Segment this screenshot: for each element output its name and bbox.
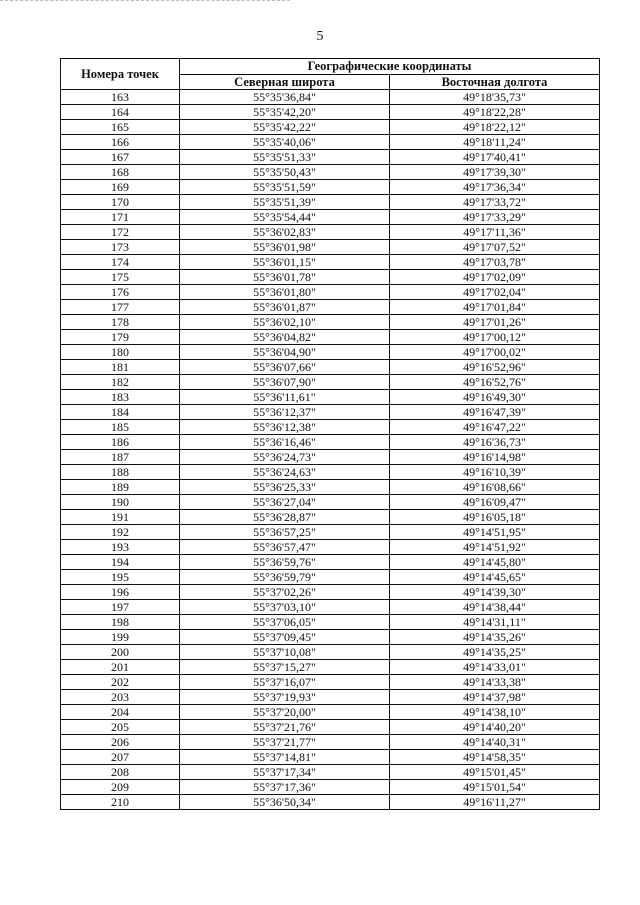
point-number-cell: 193: [61, 540, 180, 555]
latitude-cell: 55°36'50,34": [180, 795, 390, 810]
coordinates-table: [60, 58, 600, 810]
page-number: 5: [316, 29, 324, 44]
latitude-cell: 55°36'24,63": [180, 465, 390, 480]
latitude-cell: 55°35'51,33": [180, 150, 390, 165]
latitude-cell: 55°36'11,61": [180, 390, 390, 405]
point-number-cell: 182: [61, 375, 180, 390]
longitude-cell: 49°14'58,35": [390, 750, 600, 765]
table-row: [61, 105, 600, 120]
table-row: [61, 330, 600, 345]
point-number-cell: 165: [61, 120, 180, 135]
longitude-cell: 49°14'35,25": [390, 645, 600, 660]
table-row: [61, 480, 600, 495]
table-row: [61, 435, 600, 450]
point-number-cell: 204: [61, 705, 180, 720]
longitude-cell: 49°14'51,95": [390, 525, 600, 540]
point-number-cell: 167: [61, 150, 180, 165]
latitude-cell: 55°37'10,08": [180, 645, 390, 660]
point-number-cell: 181: [61, 360, 180, 375]
point-number-cell: 166: [61, 135, 180, 150]
point-number-cell: 203: [61, 690, 180, 705]
point-number-cell: 184: [61, 405, 180, 420]
point-number-cell: 207: [61, 750, 180, 765]
latitude-cell: 55°36'57,47": [180, 540, 390, 555]
longitude-cell: 49°17'00,12": [390, 330, 600, 345]
longitude-cell: 49°16'47,39": [390, 405, 600, 420]
longitude-cell: 49°18'35,73": [390, 90, 600, 105]
point-number-cell: 168: [61, 165, 180, 180]
table-row: [61, 450, 600, 465]
table-row: [61, 750, 600, 765]
header-latitude: Северная широта: [180, 74, 390, 90]
latitude-cell: 55°36'59,76": [180, 555, 390, 570]
table-body: [61, 90, 600, 810]
latitude-cell: 55°36'01,15": [180, 255, 390, 270]
longitude-cell: 49°14'39,30": [390, 585, 600, 600]
table-row: [61, 210, 600, 225]
table-row: [61, 720, 600, 735]
table-row: [61, 255, 600, 270]
longitude-cell: 49°17'39,30": [390, 165, 600, 180]
table-row: [61, 675, 600, 690]
point-number-cell: 177: [61, 300, 180, 315]
table-row: [61, 165, 600, 180]
table-row: [61, 795, 600, 810]
latitude-cell: 55°35'36,84": [180, 90, 390, 105]
latitude-cell: 55°36'12,37": [180, 405, 390, 420]
point-number-cell: 192: [61, 525, 180, 540]
table-row: [61, 555, 600, 570]
point-number-cell: 171: [61, 210, 180, 225]
point-number-cell: 175: [61, 270, 180, 285]
latitude-cell: 55°36'24,73": [180, 450, 390, 465]
table-row: [61, 540, 600, 555]
table-row: [61, 405, 600, 420]
latitude-cell: 55°35'51,39": [180, 195, 390, 210]
latitude-cell: 55°37'09,45": [180, 630, 390, 645]
latitude-cell: 55°35'42,22": [180, 120, 390, 135]
table-row: [61, 600, 600, 615]
point-number-cell: 185: [61, 420, 180, 435]
top-divider: [0, 0, 290, 2]
table-row: [61, 690, 600, 705]
point-number-cell: 195: [61, 570, 180, 585]
longitude-cell: 49°16'09,47": [390, 495, 600, 510]
longitude-cell: 49°18'22,28": [390, 105, 600, 120]
latitude-cell: 55°36'16,46": [180, 435, 390, 450]
point-number-cell: 178: [61, 315, 180, 330]
latitude-cell: 55°37'02,26": [180, 585, 390, 600]
point-number-cell: 176: [61, 285, 180, 300]
table-row: [61, 615, 600, 630]
longitude-cell: 49°14'40,31": [390, 735, 600, 750]
latitude-cell: 55°35'50,43": [180, 165, 390, 180]
longitude-cell: 49°18'11,24": [390, 135, 600, 150]
longitude-cell: 49°14'40,20": [390, 720, 600, 735]
longitude-cell: 49°17'02,09": [390, 270, 600, 285]
table-row: [61, 135, 600, 150]
table-row: [61, 735, 600, 750]
table-row: [61, 270, 600, 285]
longitude-cell: 49°15'01,45": [390, 765, 600, 780]
latitude-cell: 55°36'07,66": [180, 360, 390, 375]
longitude-cell: 49°17'01,26": [390, 315, 600, 330]
point-number-cell: 209: [61, 780, 180, 795]
point-number-cell: 197: [61, 600, 180, 615]
longitude-cell: 49°14'38,10": [390, 705, 600, 720]
latitude-cell: 55°36'04,82": [180, 330, 390, 345]
latitude-cell: 55°37'15,27": [180, 660, 390, 675]
longitude-cell: 49°14'37,98": [390, 690, 600, 705]
table-row: [61, 300, 600, 315]
longitude-cell: 49°14'33,01": [390, 660, 600, 675]
table-row: [61, 180, 600, 195]
table-row: [61, 570, 600, 585]
latitude-cell: 55°36'59,79": [180, 570, 390, 585]
longitude-cell: 49°17'03,78": [390, 255, 600, 270]
longitude-cell: 49°16'14,98": [390, 450, 600, 465]
table-row: [61, 285, 600, 300]
table-row: [61, 660, 600, 675]
longitude-cell: 49°16'52,76": [390, 375, 600, 390]
point-number-cell: 205: [61, 720, 180, 735]
table-row: [61, 390, 600, 405]
latitude-cell: 55°37'14,81": [180, 750, 390, 765]
latitude-cell: 55°37'19,93": [180, 690, 390, 705]
longitude-cell: 49°16'36,73": [390, 435, 600, 450]
longitude-cell: 49°16'08,66": [390, 480, 600, 495]
latitude-cell: 55°37'20,00": [180, 705, 390, 720]
table-row: [61, 90, 600, 105]
table-row: [61, 240, 600, 255]
latitude-cell: 55°36'01,98": [180, 240, 390, 255]
table-row: [61, 585, 600, 600]
latitude-cell: 55°36'27,04": [180, 495, 390, 510]
point-number-cell: 202: [61, 675, 180, 690]
longitude-cell: 49°17'00,02": [390, 345, 600, 360]
point-number-cell: 194: [61, 555, 180, 570]
table-row: [61, 420, 600, 435]
table-row: [61, 495, 600, 510]
point-number-cell: 170: [61, 195, 180, 210]
longitude-cell: 49°14'35,26": [390, 630, 600, 645]
latitude-cell: 55°36'57,25": [180, 525, 390, 540]
longitude-cell: 49°17'01,84": [390, 300, 600, 315]
table-row: [61, 525, 600, 540]
longitude-cell: 49°17'07,52": [390, 240, 600, 255]
table-row: [61, 225, 600, 240]
longitude-cell: 49°14'31,11": [390, 615, 600, 630]
latitude-cell: 55°37'03,10": [180, 600, 390, 615]
point-number-cell: 190: [61, 495, 180, 510]
latitude-cell: 55°35'40,06": [180, 135, 390, 150]
point-number-cell: 173: [61, 240, 180, 255]
point-number-cell: 208: [61, 765, 180, 780]
point-number-cell: 188: [61, 465, 180, 480]
point-number-cell: 206: [61, 735, 180, 750]
table-row: [61, 345, 600, 360]
point-number-cell: 179: [61, 330, 180, 345]
longitude-cell: 49°17'02,04": [390, 285, 600, 300]
longitude-cell: 49°15'01,54": [390, 780, 600, 795]
longitude-cell: 49°14'45,80": [390, 555, 600, 570]
point-number-cell: 187: [61, 450, 180, 465]
point-number-cell: 196: [61, 585, 180, 600]
point-number-cell: 210: [61, 795, 180, 810]
longitude-cell: 49°16'11,27": [390, 795, 600, 810]
latitude-cell: 55°36'04,90": [180, 345, 390, 360]
longitude-cell: 49°18'22,12": [390, 120, 600, 135]
longitude-cell: 49°17'11,36": [390, 225, 600, 240]
point-number-cell: 164: [61, 105, 180, 120]
latitude-cell: 55°36'02,83": [180, 225, 390, 240]
point-number-cell: 189: [61, 480, 180, 495]
point-number-cell: 169: [61, 180, 180, 195]
table-row: [61, 705, 600, 720]
header-points: Номера точек: [61, 59, 180, 90]
longitude-cell: 49°14'51,92": [390, 540, 600, 555]
point-number-cell: 183: [61, 390, 180, 405]
longitude-cell: 49°17'40,41": [390, 150, 600, 165]
latitude-cell: 55°36'01,80": [180, 285, 390, 300]
table-row: [61, 375, 600, 390]
table-header: [61, 59, 600, 90]
latitude-cell: 55°36'02,10": [180, 315, 390, 330]
latitude-cell: 55°37'21,76": [180, 720, 390, 735]
point-number-cell: 199: [61, 630, 180, 645]
latitude-cell: 55°37'21,77": [180, 735, 390, 750]
latitude-cell: 55°35'54,44": [180, 210, 390, 225]
point-number-cell: 174: [61, 255, 180, 270]
latitude-cell: 55°37'17,36": [180, 780, 390, 795]
point-number-cell: 180: [61, 345, 180, 360]
header-geo-coordinates: Географические координаты: [180, 59, 600, 75]
table-row: [61, 360, 600, 375]
longitude-cell: 49°16'10,39": [390, 465, 600, 480]
table-row: [61, 195, 600, 210]
point-number-cell: 200: [61, 645, 180, 660]
latitude-cell: 55°37'06,05": [180, 615, 390, 630]
table-row: [61, 765, 600, 780]
longitude-cell: 49°14'45,65": [390, 570, 600, 585]
latitude-cell: 55°36'01,87": [180, 300, 390, 315]
table-row: [61, 630, 600, 645]
point-number-cell: 191: [61, 510, 180, 525]
table-row: [61, 150, 600, 165]
table-row: [61, 645, 600, 660]
latitude-cell: 55°36'01,78": [180, 270, 390, 285]
latitude-cell: 55°35'51,59": [180, 180, 390, 195]
longitude-cell: 49°16'49,30": [390, 390, 600, 405]
latitude-cell: 55°36'25,33": [180, 480, 390, 495]
longitude-cell: 49°14'38,44": [390, 600, 600, 615]
table-row: [61, 315, 600, 330]
longitude-cell: 49°16'47,22": [390, 420, 600, 435]
point-number-cell: 163: [61, 90, 180, 105]
header-longitude: Восточная долгота: [390, 74, 600, 90]
table-row: [61, 510, 600, 525]
longitude-cell: 49°17'33,72": [390, 195, 600, 210]
point-number-cell: 186: [61, 435, 180, 450]
latitude-cell: 55°36'07,90": [180, 375, 390, 390]
point-number-cell: 201: [61, 660, 180, 675]
latitude-cell: 55°35'42,20": [180, 105, 390, 120]
longitude-cell: 49°17'36,34": [390, 180, 600, 195]
point-number-cell: 172: [61, 225, 180, 240]
table-row: [61, 120, 600, 135]
latitude-cell: 55°37'16,07": [180, 675, 390, 690]
longitude-cell: 49°17'33,29": [390, 210, 600, 225]
table-row: [61, 465, 600, 480]
latitude-cell: 55°37'17,34": [180, 765, 390, 780]
table-row: [61, 780, 600, 795]
latitude-cell: 55°36'12,38": [180, 420, 390, 435]
point-number-cell: 198: [61, 615, 180, 630]
longitude-cell: 49°16'52,96": [390, 360, 600, 375]
longitude-cell: 49°14'33,38": [390, 675, 600, 690]
longitude-cell: 49°16'05,18": [390, 510, 600, 525]
latitude-cell: 55°36'28,87": [180, 510, 390, 525]
